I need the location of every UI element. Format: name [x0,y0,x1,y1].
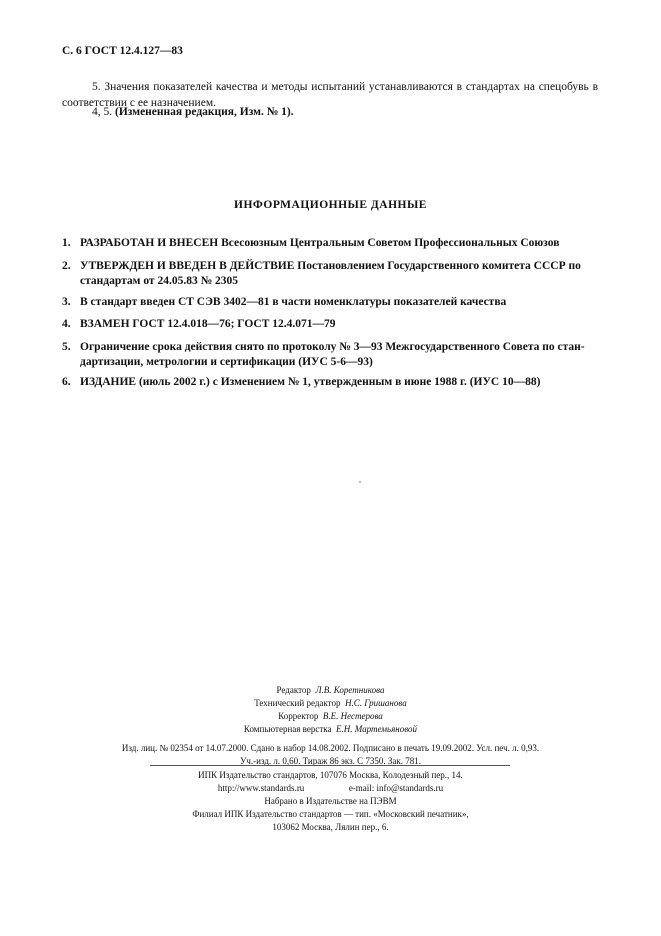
publisher-email: e-mail: info@standards.ru [348,783,444,793]
info-item-2 [62,259,598,289]
info-item-bold: РАЗРАБОТАН И ВНЕСЕН [80,237,219,249]
info-item-bold: ВЗАМЕН ГОСТ 12.4.018—76; ГОСТ 12.4.071—79 [80,318,336,330]
publisher-website: http://www.standards.ru [217,783,305,793]
credit-name: Е.Н. Мартемьяновой [336,724,418,734]
info-item-number: 4. [62,318,71,330]
print-info-line-2: Уч.-изд. л. 0,60. Тираж 86 экз. С 7350. Зак. 781. [239,756,422,766]
info-item-1 [62,236,598,251]
info-item-number: 1. [62,237,71,249]
info-item-number: 6. [62,376,71,388]
credit-corrector [0,710,661,723]
credit-tech-editor [0,697,661,710]
speck [359,481,361,483]
info-item-6 [62,375,598,390]
info-item-5 [62,340,598,370]
credit-name: Н.С. Гришанова [344,698,407,708]
publisher-line-5: 103062 Москва, Лялин пер., 6. [272,822,389,832]
info-item-3 [62,295,598,310]
credit-label: Компьютерная верстка [243,724,332,734]
credit-editor [0,684,661,697]
info-item-rest: Постановлением Государственного комитета СССР по [294,260,581,272]
print-info-line-1: Изд. лиц. № 02354 от 14.07.2000. Сдано в набор 14.08.2002. Подписано в печать 19.09.2002. Усл. печ. л. 0,93. [121,743,540,753]
info-item-bold: В стандарт введен СТ СЭВ 3402—81 в части номенклатуры показателей качества [80,296,507,308]
credit-label: Редактор [276,685,311,695]
publisher-line-1: ИПК Издательство стандартов, 107076 Москва, Колодезный пер., 14. [198,770,463,780]
publisher-line-3: Набрано в Издательстве на ПЭВМ [264,796,397,806]
info-item-number: 2. [62,260,71,272]
divider [150,765,510,766]
credit-name: Л.В. Коретникова [315,685,385,695]
credit-layout [0,723,661,736]
info-item-bold: Ограничение срока действия снято по протоколу № 3—93 Межгосударственного Совета по стан- [80,341,585,353]
amendment-note-text: (Измененная редакция, Изм. № 1). [115,106,294,118]
credit-name: В.Е. Нестерова [322,711,383,721]
info-item-continuation: стандартам от 24.05.83 № 2305 [80,275,239,287]
info-item-number: 5. [62,341,71,353]
amendment-note [62,104,598,120]
credit-label: Технический редактор [254,698,341,708]
info-item-continuation: дартизации, метрологии и сертификации (ИУС 5-6—93) [80,356,373,368]
paragraph-5: 5. Значения показателей качества и методы испытаний устанавливаются в стандартах на спецобувь в соответствии с ее назначением. [62,81,598,109]
credit-label: Корректор [278,711,319,721]
info-item-bold: УТВЕРЖДЕН И ВВЕДЕН В ДЕЙСТВИЕ [80,260,295,272]
publisher-contacts [0,782,661,795]
page-header: С. 6 ГОСТ 12.4.127—83 [62,45,183,57]
info-item-4 [62,317,598,332]
info-title: ИНФОРМАЦИОННЫЕ ДАННЫЕ [234,199,427,211]
info-item-bold: ИЗДАНИЕ (июль 2002 г.) с Изменением № 1, утвержденным в июне 1988 г. (ИУС 10—88) [80,376,541,388]
amendment-note-prefix: 4, 5. [92,106,113,118]
info-item-rest: Всесоюзным Центральным Советом Профессиональных Союзов [218,237,560,249]
publisher-line-4: Филиал ИПК Издательство стандартов — тип. «Московский печатник», [192,809,469,819]
info-item-number: 3. [62,296,71,308]
